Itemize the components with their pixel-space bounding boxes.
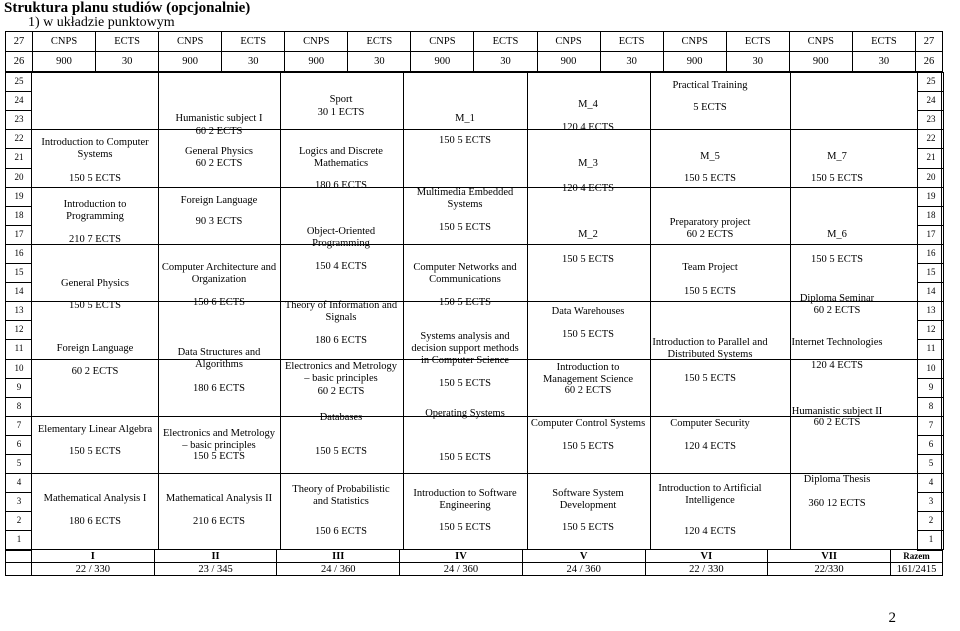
c2-course-text: Foreign Language (180, 195, 258, 206)
header-cell: CNPS (663, 32, 726, 52)
c5-course-text: 150 5 ECTS (562, 441, 614, 452)
c5-course-text: Software System Development (552, 488, 624, 511)
c2-course-text: 60 2 ECTS (195, 158, 243, 169)
row-number: 1 (928, 534, 934, 545)
c5-course-text: M_2 (578, 229, 598, 240)
semester-label: III (277, 550, 400, 563)
row-divider (5, 397, 31, 398)
row-divider (5, 473, 31, 474)
c2-course-text: 210 6 ECTS (193, 516, 245, 527)
c2-course-text: Data Structures and Algorithms (177, 347, 261, 370)
c3-course-text: 150 4 ECTS (315, 261, 367, 272)
semester-label: I (32, 550, 155, 563)
row-number: 8 (16, 400, 22, 411)
c2-course-text: 150 6 ECTS (193, 297, 245, 308)
row-number: 7 (928, 419, 934, 430)
semester-label: V (522, 550, 645, 563)
c3-course-text: 30 1 ECTS (317, 107, 365, 118)
total-label: Razem (891, 550, 943, 563)
header-cell: CNPS (789, 32, 852, 52)
c3-course-text: 180 6 ECTS (315, 335, 367, 346)
c4-course-text: Systems analysis and decision support methods in Computer Science (411, 331, 519, 366)
c4-course-text: Computer Networks and Communications (413, 262, 517, 285)
row-divider (5, 454, 31, 455)
row-number: 26 (916, 52, 943, 72)
row-number: 14 (14, 286, 24, 297)
c67-course-text: Practical Training (672, 80, 748, 91)
semester-total: 24 / 360 (400, 563, 523, 576)
c7-course-text: M_7 (827, 151, 847, 162)
c6-course-text: Introduction to Artificial Intelligence (658, 483, 762, 506)
c1-course-text: Introduction to Programming (63, 199, 127, 222)
row-divider (917, 320, 943, 321)
row-divider (5, 244, 31, 245)
c4-course-text: 150 5 ECTS (439, 522, 491, 533)
c4-course-text: Introduction to Software Engineering (413, 488, 517, 511)
header-cell: 900 (537, 52, 600, 72)
c6-course-text: Computer Security (670, 418, 750, 429)
c3-course-text: Theory of Probabilistic and Statistics (292, 484, 390, 507)
header-table (5, 31, 943, 72)
c2-course-text: 60 2 ECTS (195, 126, 243, 137)
row-number: 15 (926, 267, 936, 277)
totals-row (6, 563, 943, 576)
c6-course-text: 120 4 ECTS (684, 526, 736, 537)
c1-course-text: Introduction to Computer Systems (41, 137, 149, 160)
row-number: 3 (928, 496, 934, 507)
row-divider (5, 320, 31, 321)
row-number: 18 (14, 209, 24, 220)
row-number: 21 (926, 152, 936, 163)
semester-totals (5, 549, 943, 576)
row-number: 25 (14, 76, 24, 86)
c7-course-text: 150 5 ECTS (811, 254, 863, 265)
c3-course-text: 180 6 ECTS (315, 180, 367, 191)
header-cell: 900 (663, 52, 726, 72)
c6-course-text: Team Project (682, 262, 738, 273)
row-number: 16 (14, 247, 24, 258)
row-divider (5, 282, 31, 283)
row-divider (5, 339, 31, 340)
row-divider (917, 263, 943, 264)
row-divider (5, 72, 31, 73)
row-number: 18 (926, 209, 936, 220)
row-divider (5, 378, 31, 379)
row-divider (917, 435, 943, 436)
c6-course-text: 150 5 ECTS (684, 286, 736, 297)
header-cell: CNPS (285, 32, 348, 52)
row-divider (5, 530, 31, 531)
row-number: 23 (926, 114, 936, 125)
row-divider (917, 473, 943, 474)
row-divider (5, 148, 31, 149)
row-divider (917, 282, 943, 283)
c3-course-text: Object-Oriented Programming (306, 226, 376, 249)
c6-course-text: 150 5 ECTS (684, 173, 736, 184)
row-divider (917, 454, 943, 455)
c3-course-text: Logics and Discrete Mathematics (299, 146, 383, 169)
c5-course-text: Data Warehouses (551, 306, 625, 317)
row-divider (917, 206, 943, 207)
column-divider (650, 72, 651, 550)
row-divider (5, 511, 31, 512)
row-divider (5, 225, 31, 226)
row-divider (5, 263, 31, 264)
row-divider (5, 91, 31, 92)
row-number: 7 (16, 419, 22, 430)
header-cell: 900 (285, 52, 348, 72)
row-number: 17 (14, 228, 24, 239)
row-number: 3 (16, 496, 22, 507)
semester-label: VI (645, 550, 768, 563)
row-divider (917, 244, 943, 245)
header-cell: ECTS (474, 32, 537, 52)
header-cell: ECTS (600, 32, 663, 52)
c5-course-text: 150 5 ECTS (562, 522, 614, 533)
row-number: 17 (926, 228, 936, 239)
c5-course-text: Introduction to Management Science (542, 362, 634, 385)
c3-course-text: Theory of Information and Signals (284, 300, 398, 323)
row-number: 11 (14, 343, 24, 354)
c4-course-text: M_1 (455, 113, 475, 124)
semester-label: IV (400, 550, 523, 563)
row-number: 13 (926, 305, 936, 316)
c2-course-text: General Physics (185, 146, 253, 157)
header-cell: CNPS (33, 32, 96, 52)
c2-course-text: Computer Architecture and Organization (161, 262, 277, 285)
header-cell: ECTS (222, 32, 285, 52)
header-cell: 30 (474, 52, 537, 72)
column-divider (158, 72, 159, 550)
c2-course-text: Mathematical Analysis II (165, 493, 273, 504)
row-divider (5, 301, 31, 302)
c6-course-text: M_5 (700, 151, 720, 162)
row-number: 27 (6, 32, 33, 52)
c1-course-text: 150 5 ECTS (69, 300, 121, 311)
header-cell: ECTS (852, 32, 915, 52)
row-number: 14 (926, 286, 936, 297)
c7-course-text: 360 12 ECTS (808, 498, 866, 509)
semester-label: VII (768, 550, 891, 563)
page-title: Struktura planu studiów (opcjonalnie) (4, 0, 251, 16)
row-number: 22 (926, 133, 936, 144)
spacer (6, 550, 32, 563)
row-number: 24 (926, 95, 936, 106)
c4-course-text: Operating Systems (425, 408, 505, 419)
page-number: 2 (888, 610, 896, 626)
header-cell: ECTS (96, 32, 159, 52)
c1-course-text: General Physics (61, 278, 129, 289)
row-number: 20 (14, 171, 24, 182)
semester-total: 22 / 330 (32, 563, 155, 576)
grand-total: 161/2415 (891, 563, 943, 576)
semester-row (6, 550, 943, 563)
c6-course-text: 120 4 ECTS (684, 441, 736, 452)
row-divider (5, 206, 31, 207)
row-number: 10 (926, 362, 936, 373)
c3-course-text: Electronics and Metrology – basic principles (285, 361, 397, 384)
row-number: 4 (928, 477, 934, 488)
c4-course-text: Multimedia Embedded Systems (416, 187, 514, 210)
header-row-cnps (6, 32, 943, 52)
c7-course-text: Humanistic subject II (791, 406, 883, 417)
row-divider (917, 72, 943, 73)
header-cell: 900 (159, 52, 222, 72)
row-number: 15 (14, 267, 24, 277)
header-cell: 30 (348, 52, 411, 72)
row-divider (917, 110, 943, 111)
row-divider (917, 301, 943, 302)
row-number: 6 (16, 438, 22, 449)
row-number: 12 (14, 324, 24, 335)
row-number: 6 (928, 438, 934, 449)
row-divider (5, 359, 31, 360)
header-cell: 900 (789, 52, 852, 72)
row-number: 9 (928, 381, 934, 392)
row-number: 13 (14, 305, 24, 316)
c7-course-text: M_6 (827, 229, 847, 240)
c1-course-text: 150 5 ECTS (69, 173, 121, 184)
c3-course-text: 150 5 ECTS (315, 446, 367, 457)
c4-course-text: 150 5 ECTS (439, 222, 491, 233)
row-number: 16 (926, 247, 936, 258)
row-divider (917, 511, 943, 512)
c5-course-text: 120 4 ECTS (562, 183, 614, 194)
row-number: 25 (926, 76, 936, 86)
row-number: 11 (926, 343, 936, 354)
row-divider (5, 168, 31, 169)
c7-course-text: Diploma Thesis (803, 474, 871, 485)
row-number: 2 (16, 515, 22, 526)
row-divider (5, 550, 31, 551)
row-divider (5, 435, 31, 436)
row-number: 10 (14, 362, 24, 373)
c67-course-text: 5 ECTS (693, 102, 727, 113)
header-cell: 30 (96, 52, 159, 72)
c3-course-text: Sport (329, 94, 353, 105)
row-divider (5, 416, 31, 417)
c1-course-text: 180 6 ECTS (69, 516, 121, 527)
row-number: 26 (6, 52, 33, 72)
row-number: 20 (926, 171, 936, 182)
row-divider (917, 416, 943, 417)
c5-course-text: M_3 (578, 158, 598, 169)
row-number: 27 (916, 32, 943, 52)
row-divider (5, 129, 31, 130)
c1-course-text: 150 5 ECTS (69, 446, 121, 457)
header-cell: ECTS (726, 32, 789, 52)
row-divider (917, 187, 943, 188)
semester-label: II (154, 550, 277, 563)
row-divider (917, 530, 943, 531)
c4-course-text: 150 5 ECTS (439, 378, 491, 389)
row-divider (917, 129, 943, 130)
c6-course-text: 60 2 ECTS (686, 229, 734, 240)
row-divider (5, 110, 31, 111)
header-cell: ECTS (348, 32, 411, 52)
row-divider (917, 492, 943, 493)
header-cell: CNPS (411, 32, 474, 52)
c7-course-text: Internet Technologies (791, 337, 883, 348)
c1-course-text: 210 7 ECTS (69, 234, 121, 245)
semester-total: 24 / 360 (277, 563, 400, 576)
c1-course-text: Foreign Language (56, 343, 134, 354)
c1-course-text: 60 2 ECTS (71, 366, 119, 377)
block-divider (31, 244, 917, 245)
header-cell: 30 (600, 52, 663, 72)
c7-course-text: 150 5 ECTS (811, 173, 863, 184)
row-number: 8 (928, 400, 934, 411)
semester-total: 24 / 360 (522, 563, 645, 576)
row-number: 23 (14, 114, 24, 125)
header-cell: 30 (222, 52, 285, 72)
semester-total: 23 / 345 (154, 563, 277, 576)
row-divider (917, 397, 943, 398)
c4-course-text: 150 5 ECTS (439, 452, 491, 463)
semester-total: 22 / 330 (645, 563, 768, 576)
header-cell: 30 (726, 52, 789, 72)
semester-total: 22/330 (768, 563, 891, 576)
row-divider (917, 168, 943, 169)
c6-course-text: Introduction to Parallel and Distributed Systems (652, 337, 768, 360)
c2-course-text: Electronics and Metrology – basic principles (163, 428, 275, 451)
row-number: 12 (926, 324, 936, 335)
row-divider (917, 339, 943, 340)
row-divider (917, 225, 943, 226)
page-subtitle: 1) w układzie punktowym (28, 15, 175, 30)
row-number: 21 (14, 152, 24, 163)
row-divider (917, 378, 943, 379)
c5-course-text: 150 5 ECTS (562, 329, 614, 340)
c6-course-text: Preparatory project (669, 217, 751, 228)
row-number: 4 (16, 477, 22, 488)
header-cell: 900 (33, 52, 96, 72)
row-divider (917, 359, 943, 360)
c5-course-text: 120 4 ECTS (562, 122, 614, 133)
row-number: 19 (926, 190, 936, 201)
row-divider (5, 492, 31, 493)
c1-course-text: Elementary Linear Algebra (37, 424, 153, 435)
header-cell: 30 (852, 52, 915, 72)
header-cell: CNPS (159, 32, 222, 52)
c5-course-text: 150 5 ECTS (562, 254, 614, 265)
c7-course-text: 60 2 ECTS (813, 305, 861, 316)
row-number: 2 (928, 515, 934, 526)
c3-course-text: Databases (319, 412, 363, 423)
header-row-values (6, 52, 943, 72)
header-cell: 900 (411, 52, 474, 72)
row-number: 5 (16, 458, 22, 468)
row-divider (5, 187, 31, 188)
c2-course-text: Humanistic subject I (175, 113, 263, 124)
c7-course-text: 120 4 ECTS (811, 360, 863, 371)
row-divider (917, 550, 943, 551)
header-cell: CNPS (537, 32, 600, 52)
c3-course-text: 150 6 ECTS (315, 526, 367, 537)
row-number: 5 (928, 458, 934, 468)
row-number: 9 (16, 381, 22, 392)
c5-course-text: M_4 (578, 99, 598, 110)
row-number: 19 (14, 190, 24, 201)
c2-course-text: 180 6 ECTS (193, 383, 245, 394)
c4-course-text: 150 5 ECTS (439, 297, 491, 308)
row-number: 22 (14, 133, 24, 144)
c7-course-text: Diploma Seminar (799, 293, 875, 304)
c2-course-text: 90 3 ECTS (195, 216, 243, 227)
row-divider (917, 148, 943, 149)
c2-course-text: 150 5 ECTS (193, 451, 245, 462)
c5-course-text: 60 2 ECTS (564, 385, 612, 396)
c6-course-text: 150 5 ECTS (684, 373, 736, 384)
c1-course-text: Mathematical Analysis I (43, 493, 147, 504)
c3-course-text: 60 2 ECTS (317, 386, 365, 397)
row-number: 24 (14, 95, 24, 106)
row-number: 1 (16, 534, 22, 545)
c4-course-text: 150 5 ECTS (439, 135, 491, 146)
spacer (6, 563, 32, 576)
c7-course-text: 60 2 ECTS (813, 417, 861, 428)
row-divider (917, 91, 943, 92)
c5-course-text: Computer Control Systems (530, 418, 646, 429)
